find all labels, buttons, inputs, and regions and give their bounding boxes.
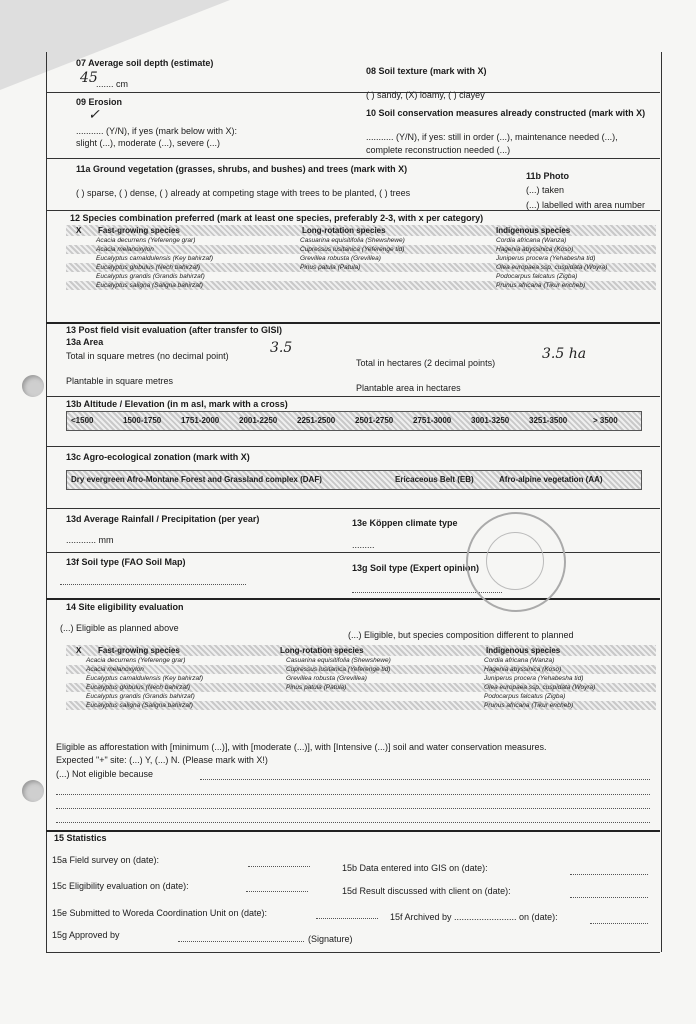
form-bottom-border xyxy=(46,952,660,953)
x-column-header: X xyxy=(76,226,82,235)
species-long-2[interactable]: Cupressus lusitanica (Yeferenge tid) xyxy=(286,666,391,673)
species-fast-6[interactable]: Eucalyptus saligna (Saligna bahirzaf) xyxy=(96,282,203,289)
rainfall-unit[interactable]: ............ mm xyxy=(66,535,114,545)
zone-option[interactable]: Dry evergreen Afro-Montane Forest and Grassland complex (DAF) xyxy=(71,475,322,484)
species-indig-6[interactable]: Prunus africana (Tikur encheb) xyxy=(484,702,574,709)
species-indig-6[interactable]: Prunus africana (Tikur encheb) xyxy=(496,282,586,289)
date-blank[interactable] xyxy=(570,897,648,898)
altitude-option[interactable]: 2001-2250 xyxy=(239,416,278,425)
species-fast-5[interactable]: Eucalyptus grandis (Grandis bahirzaf) xyxy=(96,273,205,280)
x-column-header: X xyxy=(76,646,82,655)
woreda-submission-date[interactable]: 15e Submitted to Woreda Coordination Unit on (date): xyxy=(52,908,267,918)
expected-site-line[interactable]: Expected "+" site: (...) Y, (...) N. (Please mark with X!) xyxy=(56,755,268,765)
soil-depth-unit: ....... cm xyxy=(96,79,129,89)
species-indig-1[interactable]: Cordia africana (Wanza) xyxy=(496,237,567,244)
photo-labelled[interactable]: (...) labelled with area number xyxy=(526,200,646,210)
species-fast-6[interactable]: Eucalyptus saligna (Saligna bahirzaf) xyxy=(86,702,193,709)
signature-blank[interactable] xyxy=(178,941,304,942)
section-13-label: 13 Post field visit evaluation (after transfer to GISI) xyxy=(66,325,283,335)
altitude-band xyxy=(66,411,642,431)
erosion-line2[interactable]: slight (...), moderate (...), severe (...) xyxy=(76,138,221,148)
divider xyxy=(46,508,660,509)
divider xyxy=(46,210,660,211)
altitude-option[interactable]: 1500-1750 xyxy=(123,416,162,425)
approved-by-label: 15g Approved by xyxy=(52,930,120,940)
species-fast-3[interactable]: Eucalyptus camaldulensis (Key bahirzaf) xyxy=(96,255,214,262)
erosion-check-mark: ✓ xyxy=(88,107,100,123)
punch-hole xyxy=(22,375,44,397)
zonation-band xyxy=(66,470,642,490)
plantable-ha-label: Plantable area in hectares xyxy=(356,383,461,393)
gis-entry-date[interactable]: 15b Data entered into GIS on (date): xyxy=(342,863,488,873)
species-indig-3[interactable]: Juniperus procera (Yehabesha tid) xyxy=(484,675,584,682)
section-11a-label: 11a Ground vegetation (grasses, shrubs, and bushes) and trees (mark with X) xyxy=(76,164,408,174)
species-fast-4[interactable]: Eucalyptus globulus (Nech bahirzaf) xyxy=(86,684,191,691)
long-rotation-header: Long-rotation species xyxy=(302,226,386,235)
species-indig-5[interactable]: Podocarpus falcatus (Zigba) xyxy=(496,273,578,280)
divider xyxy=(46,92,660,93)
field-survey-date[interactable]: 15a Field survey on (date): xyxy=(52,855,160,865)
reason-blank-line[interactable] xyxy=(56,822,650,823)
altitude-option[interactable]: 3251-3500 xyxy=(529,416,568,425)
species-table-12 xyxy=(66,225,656,321)
species-fast-1[interactable]: Acacia decurrens (Yeferenge grar) xyxy=(86,657,186,664)
indigenous-header: Indigenous species xyxy=(486,646,561,655)
indigenous-header: Indigenous species xyxy=(496,226,571,235)
result-discussed-date[interactable]: 15d Result discussed with client on (date): xyxy=(342,886,511,896)
date-blank[interactable] xyxy=(590,923,648,924)
fast-growing-header: Fast-growing species xyxy=(98,226,180,235)
species-fast-4[interactable]: Eucalyptus globulus (Nech bahirzaf) xyxy=(96,264,201,271)
photo-taken[interactable]: (...) taken xyxy=(526,185,565,195)
section-11b-label: 11b Photo xyxy=(526,171,570,181)
eligibility-evaluation-date[interactable]: 15c Eligibility evaluation on (date): xyxy=(52,881,189,891)
vegetation-options[interactable]: ( ) sparse, ( ) dense, ( ) already at competing stage with trees to be planted, ( ) trees xyxy=(76,188,411,198)
total-m2-label: Total in square metres (no decimal point) xyxy=(66,351,229,361)
conservation-line2[interactable]: complete reconstruction needed (...) xyxy=(366,145,511,155)
altitude-option[interactable]: 2251-2500 xyxy=(297,416,336,425)
species-fast-2[interactable]: Acacia melanoxylon xyxy=(96,246,154,253)
section-07-label: 07 Average soil depth (estimate) xyxy=(76,58,214,68)
section-13a-label: 13a Area xyxy=(66,337,104,347)
total-ha-label: Total in hectares (2 decimal points) xyxy=(356,358,496,368)
divider xyxy=(46,598,660,600)
species-indig-2[interactable]: Hagenia abyssinica (Koso) xyxy=(484,666,562,673)
plantable-m2-label: Plantable in square metres xyxy=(66,376,174,386)
afforestation-line[interactable]: Eligible as afforestation with [minimum (...)], with [moderate (...)], with [Intensive (...)] soil and water conservation measures. xyxy=(56,742,547,752)
species-long-3[interactable]: Grevillea robusta (Grevillea) xyxy=(286,675,367,682)
date-blank[interactable] xyxy=(248,866,310,867)
divider xyxy=(46,446,660,447)
fast-growing-header: Fast-growing species xyxy=(98,646,180,655)
section-13f-label: 13f Soil type (FAO Soil Map) xyxy=(66,557,186,567)
section-13e-label: 13e Köppen climate type xyxy=(352,518,458,528)
form-border xyxy=(46,52,662,952)
divider xyxy=(46,322,660,324)
species-long-1[interactable]: Casuarina equisitifolia (Shewshewe) xyxy=(300,237,405,244)
altitude-option[interactable]: <1500 xyxy=(71,416,94,425)
section-14-label: 14 Site eligibility evaluation xyxy=(66,602,184,612)
not-eligible-blank[interactable] xyxy=(200,779,650,780)
official-stamp xyxy=(466,512,566,612)
long-rotation-header: Long-rotation species xyxy=(280,646,364,655)
species-indig-2[interactable]: Hagenia abyssinica (Koso) xyxy=(496,246,574,253)
total-ha-hand-value: 3.5 ha xyxy=(542,346,587,362)
species-indig-3[interactable]: Juniperus procera (Yehabesha tid) xyxy=(496,255,596,262)
erosion-line1[interactable]: ........... (Y/N), if yes (mark below with X): xyxy=(76,126,238,136)
section-12-label: 12 Species combination preferred (mark at least one species, preferably 2-3, with x per category) xyxy=(70,213,484,223)
section-09-label: 09 Erosion xyxy=(76,97,123,107)
divider xyxy=(46,396,660,397)
punch-hole xyxy=(22,780,44,802)
soil-fao-blank[interactable] xyxy=(60,584,246,585)
altitude-option[interactable]: > 3500 xyxy=(593,416,618,425)
species-indig-5[interactable]: Podocarpus falcatus (Zigba) xyxy=(484,693,566,700)
section-13g-label: 13g Soil type (Expert opinion) xyxy=(352,563,480,573)
eligible-different-option[interactable]: (...) Eligible, but species composition different to planned xyxy=(348,630,574,640)
species-indig-4[interactable]: Olea europaea ssp. cuspidata (Woyra) xyxy=(496,264,608,271)
altitude-option[interactable]: 1751-2000 xyxy=(181,416,220,425)
reason-blank-line[interactable] xyxy=(56,794,650,795)
reason-blank-line[interactable] xyxy=(56,808,650,809)
total-m2-hand-value: 3.5 xyxy=(270,340,293,356)
divider xyxy=(46,158,660,159)
altitude-option[interactable]: 2501-2750 xyxy=(355,416,394,425)
section-15-label: 15 Statistics xyxy=(54,833,107,843)
koppen-blank[interactable]: ......... xyxy=(352,540,375,550)
date-blank[interactable] xyxy=(316,918,378,919)
species-table-14 xyxy=(66,645,656,737)
species-indig-4[interactable]: Olea europaea ssp. cuspidata (Woyra) xyxy=(484,684,596,691)
altitude-option[interactable]: 2751-3000 xyxy=(413,416,452,425)
section-13d-label: 13d Average Rainfall / Precipitation (per year) xyxy=(66,514,260,524)
species-fast-1[interactable]: Acacia decurrens (Yeferenge grar) xyxy=(96,237,196,244)
species-long-4[interactable]: Pinus patula (Patula) xyxy=(300,264,361,271)
section-08-label: 08 Soil texture (mark with X) xyxy=(366,66,487,76)
eligible-planned-option[interactable]: (...) Eligible as planned above xyxy=(60,623,179,633)
species-indig-1[interactable]: Cordia africana (Wanza) xyxy=(484,657,555,664)
zone-option[interactable]: Ericaceous Belt (EB) xyxy=(395,475,474,484)
species-fast-3[interactable]: Eucalyptus camaldulensis (Key bahirzaf) xyxy=(86,675,204,682)
date-blank[interactable] xyxy=(246,891,308,892)
section-13b-label: 13b Altitude / Elevation (in m asl, mark with a cross) xyxy=(66,399,288,409)
section-10-label: 10 Soil conservation measures already constructed (mark with X) xyxy=(366,108,646,118)
soil-depth-hand-value: 45 xyxy=(80,70,98,86)
altitude-option[interactable]: 3001-3250 xyxy=(471,416,510,425)
conservation-line1[interactable]: ........... (Y/N), if yes: still in order (...), maintenance needed (...), xyxy=(366,132,618,142)
species-long-1[interactable]: Casuarina equisitifolia (Shewshewe) xyxy=(286,657,391,664)
archived-by-date[interactable]: 15f Archived by ......................... on (date): xyxy=(390,912,558,922)
species-fast-2[interactable]: Acacia melanoxylon xyxy=(86,666,144,673)
divider xyxy=(46,830,660,832)
signature-label: (Signature) xyxy=(308,934,353,944)
species-fast-5[interactable]: Eucalyptus grandis (Grandis bahirzaf) xyxy=(86,693,195,700)
species-long-2[interactable]: Cupressus lusitanica (Yeferenge tid) xyxy=(300,246,405,253)
date-blank[interactable] xyxy=(570,874,648,875)
zone-option[interactable]: Afro-alpine vegetation (AA) xyxy=(499,475,603,484)
species-long-4[interactable]: Pinus patula (Patula) xyxy=(286,684,347,691)
not-eligible-line[interactable]: (...) Not eligible because xyxy=(56,769,154,779)
section-13c-label: 13c Agro-ecological zonation (mark with X) xyxy=(66,452,250,462)
divider xyxy=(46,552,660,553)
species-long-3[interactable]: Grevillea robusta (Grevillea) xyxy=(300,255,381,262)
soil-texture-options[interactable]: ( ) sandy, (X) loamy, ( ) clayey xyxy=(366,90,485,100)
